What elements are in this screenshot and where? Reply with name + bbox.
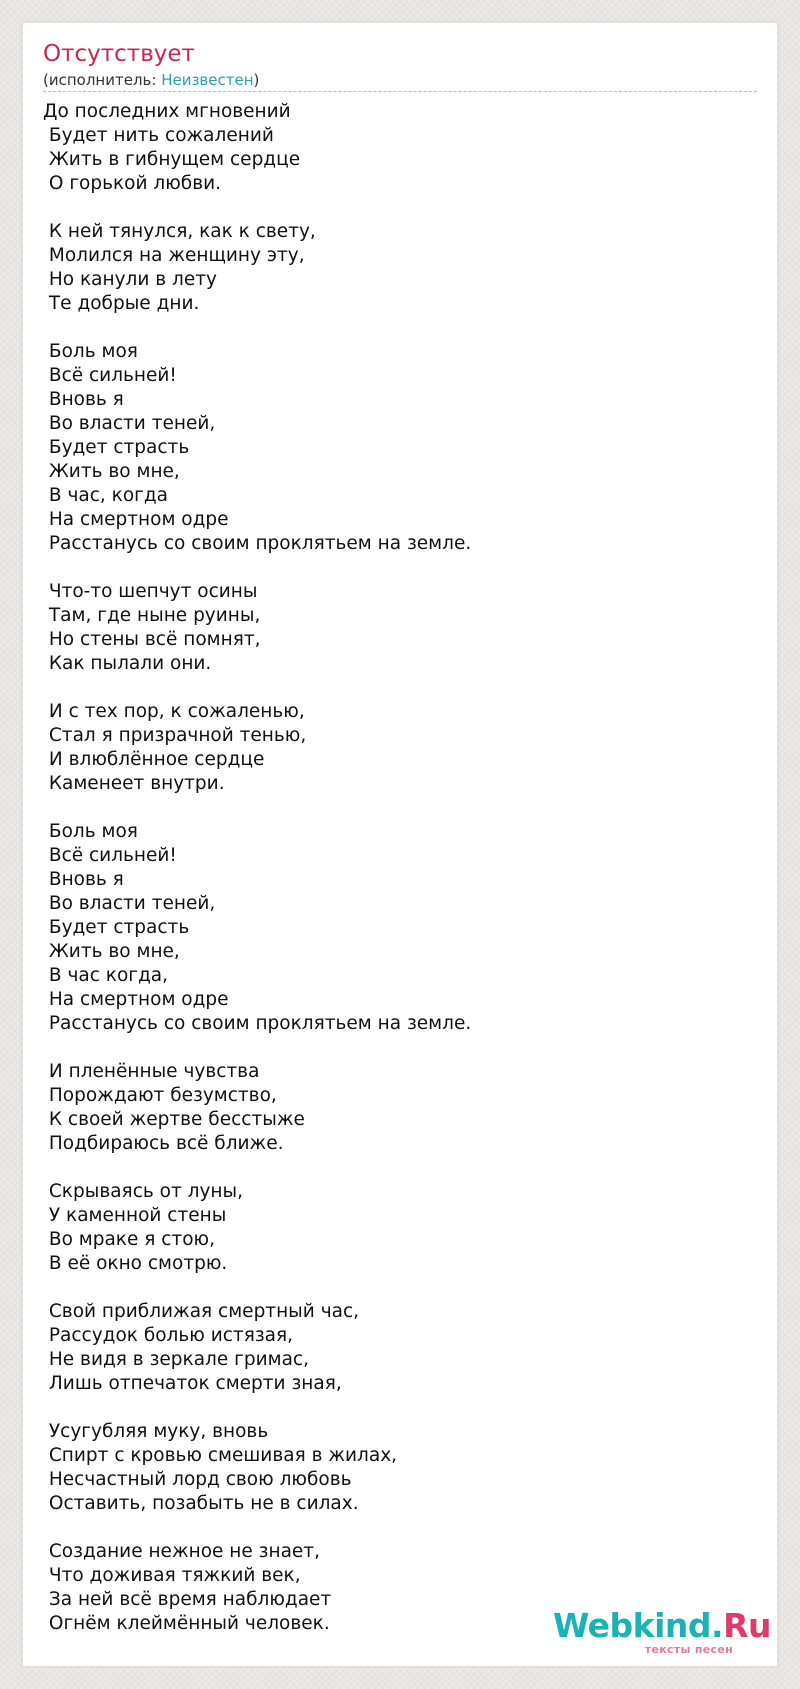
lyrics-line: Молился на женщину эту, bbox=[43, 245, 305, 266]
lyrics-blank-line bbox=[43, 676, 743, 700]
lyrics-blank-line bbox=[43, 796, 743, 820]
lyrics-line: Во власти теней, bbox=[43, 893, 216, 914]
artist-prefix: (исполнитель: bbox=[43, 71, 162, 89]
lyrics-line: Усугубляя муку, вновь bbox=[43, 1421, 269, 1442]
lyrics-line: Скрываясь от луны, bbox=[43, 1181, 243, 1202]
artist-link[interactable]: Неизвестен bbox=[161, 71, 254, 89]
lyrics-line: Свой приближая смертный час, bbox=[43, 1301, 360, 1322]
lyrics-line: В час когда, bbox=[43, 965, 168, 986]
lyrics-line: Как пылали они. bbox=[43, 653, 212, 674]
lyrics-line: Вновь я bbox=[43, 389, 124, 410]
lyrics-line: У каменной стены bbox=[43, 1205, 227, 1226]
lyrics-line: Но канули в лету bbox=[43, 269, 217, 290]
lyrics-line: Что доживая тяжкий век, bbox=[43, 1565, 301, 1586]
lyrics-blank-line bbox=[43, 1276, 743, 1300]
lyrics-blank-line bbox=[43, 1156, 743, 1180]
lyrics-line: Там, где ныне руины, bbox=[43, 605, 261, 626]
lyrics-line: Но стены всё помнят, bbox=[43, 629, 261, 650]
lyrics-line: Вновь я bbox=[43, 869, 124, 890]
artist-suffix: ) bbox=[253, 71, 260, 89]
logo-dot: . bbox=[711, 1606, 724, 1645]
lyrics-line: Боль моя bbox=[43, 341, 138, 362]
logo-word: Webkind bbox=[552, 1606, 712, 1645]
lyrics-line: Огнём клеймённый человек. bbox=[43, 1613, 330, 1634]
lyrics-line: Будет страсть bbox=[43, 917, 190, 938]
lyrics-line: Те добрые дни. bbox=[43, 293, 200, 314]
lyrics-line: Всё сильней! bbox=[43, 845, 177, 866]
song-title: Отсутствует bbox=[43, 41, 195, 67]
lyrics-line: Не видя в зеркале гримас, bbox=[43, 1349, 309, 1370]
lyrics-line: Подбираюсь всё ближе. bbox=[43, 1133, 284, 1154]
lyrics-line: И пленённые чувства bbox=[43, 1061, 260, 1082]
lyrics-line: На смертном одре bbox=[43, 509, 229, 530]
lyrics-blank-line bbox=[43, 1516, 743, 1540]
lyrics-card bbox=[22, 22, 778, 1667]
lyrics-line: На смертном одре bbox=[43, 989, 229, 1010]
lyrics-line: Будет страсть bbox=[43, 437, 190, 458]
site-logo[interactable] bbox=[552, 1606, 771, 1664]
lyrics-line: Спирт с кровью смешивая в жилах, bbox=[43, 1445, 398, 1466]
lyrics-line: Жить во мне, bbox=[43, 941, 180, 962]
lyrics-blank-line bbox=[43, 556, 743, 580]
lyrics-line: К своей жертве бесстыже bbox=[43, 1109, 305, 1130]
logo-tagline: тексты песен bbox=[644, 1643, 733, 1656]
lyrics-line: Расстанусь со своим проклятьем на земле. bbox=[43, 533, 472, 554]
lyrics-blank-line bbox=[43, 1036, 743, 1060]
lyrics-line: Во власти теней, bbox=[43, 413, 216, 434]
lyrics-line: Каменеет внутри. bbox=[43, 773, 225, 794]
lyrics-line: Что-то шепчут осины bbox=[43, 581, 258, 602]
lyrics-line: Порождают безумство, bbox=[43, 1085, 277, 1106]
title-divider bbox=[43, 91, 757, 92]
lyrics-line: Лишь отпечаток смерти зная, bbox=[43, 1373, 342, 1394]
lyrics-blank-line bbox=[43, 316, 743, 340]
lyrics-line: Жить во мне, bbox=[43, 461, 180, 482]
lyrics-line: Всё сильней! bbox=[43, 365, 177, 386]
lyrics-blank-line bbox=[43, 196, 743, 220]
lyrics-line: Во мраке я стою, bbox=[43, 1229, 215, 1250]
lyrics-line: И с тех пор, к сожаленью, bbox=[43, 701, 305, 722]
lyrics-line: Будет нить сожалений bbox=[43, 125, 274, 146]
lyrics-line: Боль моя bbox=[43, 821, 138, 842]
lyrics-line: К ней тянулся, как к свету, bbox=[43, 221, 316, 242]
lyrics-line: Оставить, позабыть не в силах. bbox=[43, 1493, 359, 1514]
lyrics-line: Несчастный лорд свою любовь bbox=[43, 1469, 352, 1490]
lyrics-line: Создание нежное не знает, bbox=[43, 1541, 320, 1562]
lyrics-line: До последних мгновений bbox=[43, 101, 291, 122]
artist-line bbox=[43, 71, 259, 89]
lyrics-blank-line bbox=[43, 1396, 743, 1420]
lyrics-line: За ней всё время наблюдает bbox=[43, 1589, 332, 1610]
lyrics-line: В час, когда bbox=[43, 485, 168, 506]
lyrics-body bbox=[43, 100, 743, 1636]
lyrics-line: Расстанусь со своим проклятьем на земле. bbox=[43, 1013, 472, 1034]
lyrics-line: И влюблённое сердце bbox=[43, 749, 265, 770]
lyrics-line: Рассудок болью истязая, bbox=[43, 1325, 294, 1346]
lyrics-line: Жить в гибнущем сердце bbox=[43, 149, 301, 170]
lyrics-line: Стал я призрачной тенью, bbox=[43, 725, 307, 746]
logo-wordmark bbox=[553, 1608, 771, 1644]
lyrics-line: О горькой любви. bbox=[43, 173, 222, 194]
lyrics-line: В её окно смотрю. bbox=[43, 1253, 228, 1274]
logo-tld: Ru bbox=[723, 1606, 771, 1645]
